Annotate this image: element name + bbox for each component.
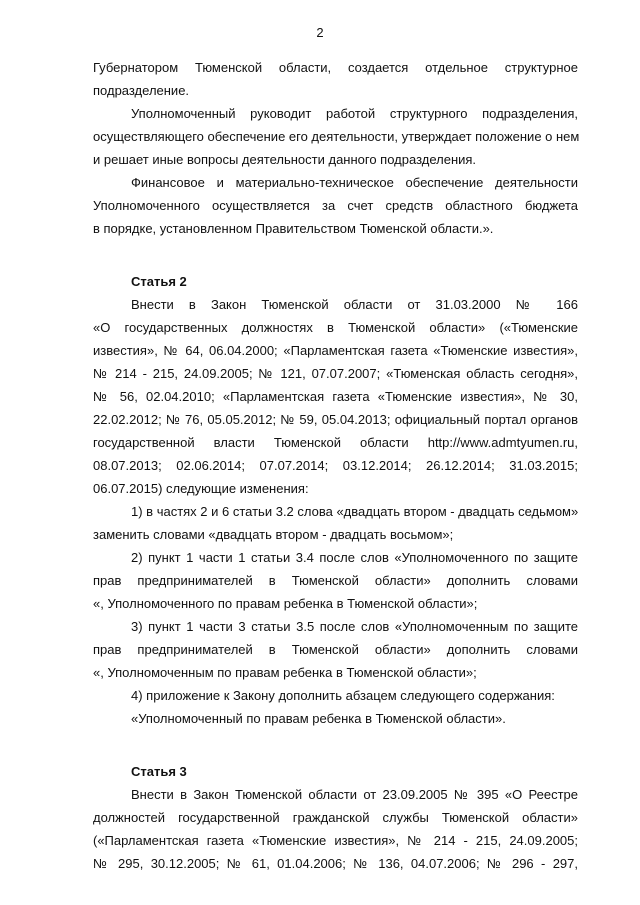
page-number: 2: [316, 25, 324, 40]
text-line: в порядке, установленном Правительством Тюменской области.».: [93, 221, 494, 236]
text-line: известия», № 64, 06.04.2000; «Парламентская газета «Тюменские известия»,: [93, 343, 578, 358]
text-line: 08.07.2013; 02.06.2014; 07.07.2014; 03.12.2014; 26.12.2014; 31.03.2015;: [93, 458, 578, 473]
text-line: № 56, 02.04.2010; «Парламентская газета «Тюменские известия», № 30,: [93, 389, 578, 404]
text-line: «, Уполномоченным по правам ребенка в Тюменской области»;: [93, 665, 477, 680]
text-line: № 295, 30.12.2005; № 61, 01.04.2006; № 136, 04.07.2006; № 296 - 297,: [93, 856, 578, 871]
text-line: 2) пункт 1 части 1 статьи 3.4 после слов «Уполномоченного по защите: [131, 550, 578, 565]
text-line: Уполномоченного осуществляется за счет средств областного бюджета: [93, 198, 578, 213]
text-line: «Уполномоченный по правам ребенка в Тюменской области».: [131, 711, 506, 726]
text-line: осуществляющего обеспечение его деятельности, утверждает положение о нем: [93, 129, 580, 144]
text-line: Финансовое и материально-техническое обеспечение деятельности: [131, 175, 578, 190]
text-line: «О государственных должностях в Тюменской области» («Тюменские: [93, 320, 578, 335]
document-body: [93, 56, 578, 875]
text-line: должностей государственной гражданской службы Тюменской области»: [93, 810, 578, 825]
article-heading: Статья 2: [131, 274, 187, 289]
article-heading: Статья 3: [131, 764, 187, 779]
text-line: 06.07.2015) следующие изменения:: [93, 481, 309, 496]
text-line: 22.02.2012; № 76, 05.05.2012; № 59, 05.04.2013; официальный портал органов: [93, 412, 578, 427]
text-line: («Парламентская газета «Тюменские известия», № 214 - 215, 24.09.2005;: [93, 833, 578, 848]
text-line: 3) пункт 1 части 3 статьи 3.5 после слов «Уполномоченным по защите: [131, 619, 578, 634]
text-line: заменить словами «двадцать втором - двадцать восьмом»;: [93, 527, 454, 542]
text-line: Уполномоченный руководит работой структурного подразделения,: [131, 106, 578, 121]
text-line: подразделение.: [93, 83, 190, 98]
text-line: «, Уполномоченного по правам ребенка в Тюменской области»;: [93, 596, 478, 611]
text-line: и решает иные вопросы деятельности данного подразделения.: [93, 152, 477, 167]
text-line: Внести в Закон Тюменской области от 23.09.2005 № 395 «О Реестре: [131, 787, 578, 802]
text-line: Губернатором Тюменской области, создается отдельное структурное: [93, 60, 578, 75]
text-line: № 214 - 215, 24.09.2005; № 121, 07.07.2007; «Тюменская область сегодня»,: [93, 366, 578, 381]
text-line: 4) приложение к Закону дополнить абзацем следующего содержания:: [131, 688, 555, 703]
text-line: Внести в Закон Тюменской области от 31.03.2000 № 166: [131, 297, 578, 312]
text-line: государственной власти Тюменской области http://www.admtyumen.ru,: [93, 435, 578, 450]
text-line: прав предпринимателей в Тюменской области» дополнить словами: [93, 573, 578, 588]
text-line: прав предпринимателей в Тюменской области» дополнить словами: [93, 642, 578, 657]
text-line: 1) в частях 2 и 6 статьи 3.2 слова «двадцать втором - двадцать седьмом»: [131, 504, 579, 519]
